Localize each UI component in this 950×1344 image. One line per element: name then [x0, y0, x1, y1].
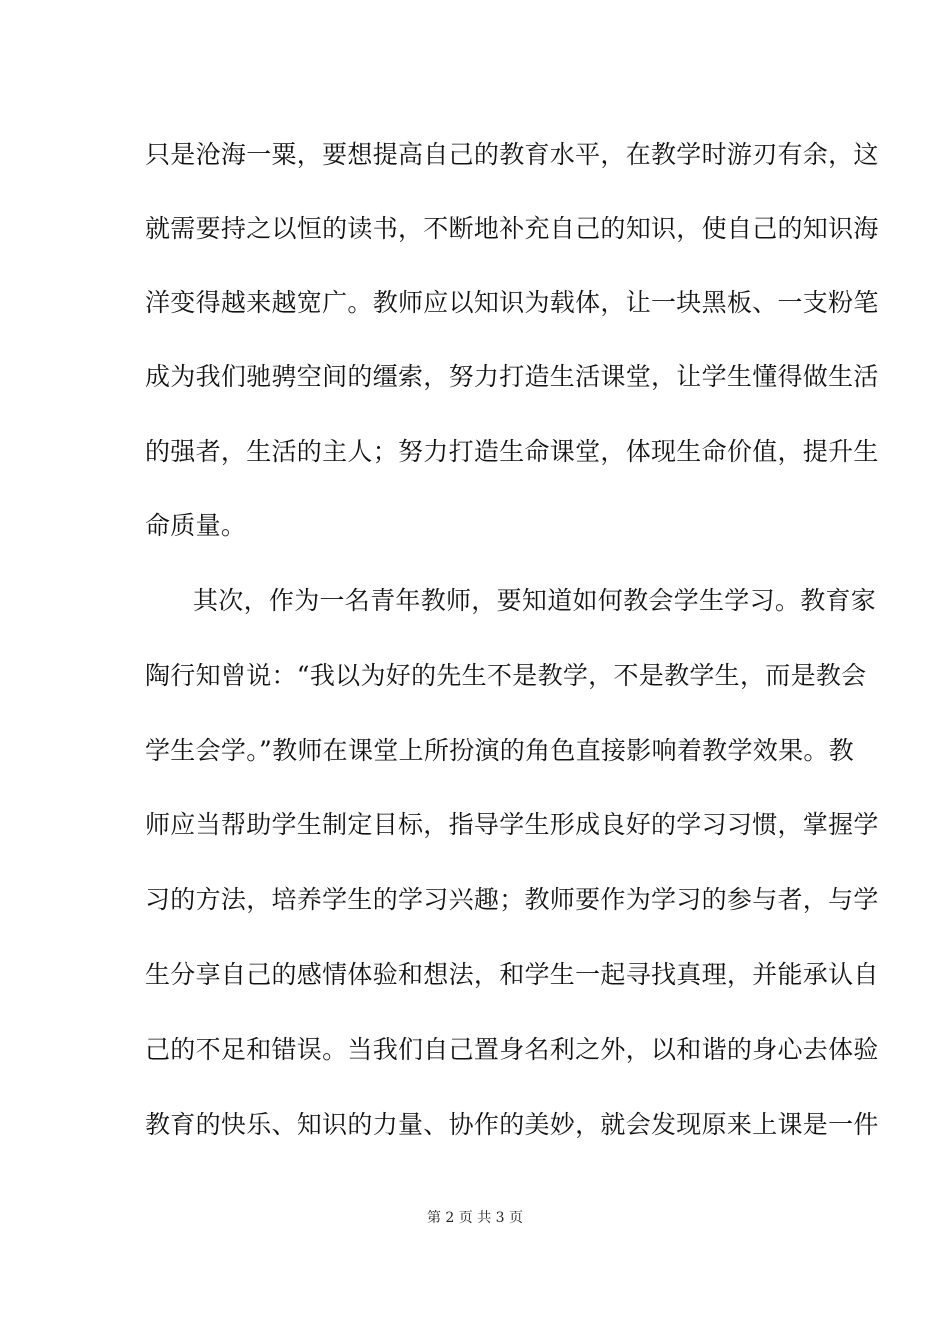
paragraph-line-indented: 其次，作为一名青年教师，要知道如何教会学生学习。教育家 [193, 586, 877, 615]
paragraph-line: 只是沧海一粟，要想提高自己的教育水平，在教学时游刃有余，这 [145, 140, 879, 169]
paragraph-line: 就需要持之以恒的读书，不断地补充自己的知识，使自己的知识海 [145, 214, 879, 243]
paragraph-line: 习的方法，培养学生的学习兴趣；教师要作为学习的参与者，与学 [145, 885, 879, 914]
paragraph-line: 师应当帮助学生制定目标，指导学生形成良好的学习习惯，掌握学 [145, 810, 879, 839]
paragraph-line: 洋变得越来越宽广。教师应以知识为载体，让一块黑板、一支粉笔 [145, 288, 879, 317]
paragraph-line: 陶行知曾说：“我以为好的先生不是教学，不是教学生，而是教会 [145, 661, 867, 690]
paragraph-line: 学生会学。”教师在课堂上所扮演的角色直接影响着教学效果。教 [145, 736, 854, 765]
paragraph-line: 命质量。 [145, 511, 247, 540]
page-number-footer: 第 2 页 共 3 页 [426, 1210, 524, 1226]
paragraph-line: 生分享自己的感情体验和想法，和学生一起寻找真理，并能承认自 [145, 960, 879, 989]
paragraph-line: 己的不足和错误。当我们自己置身名利之外，以和谐的身心去体验 [145, 1035, 879, 1064]
paragraph-line: 教育的快乐、知识的力量、协作的美妙，就会发现原来上课是一件 [145, 1110, 879, 1139]
paragraph-line: 成为我们驰骋空间的缰索，努力打造生活课堂，让学生懂得做生活 [145, 362, 879, 391]
paragraph-line: 的强者，生活的主人；努力打造生命课堂，体现生命价值，提升生 [145, 437, 879, 466]
